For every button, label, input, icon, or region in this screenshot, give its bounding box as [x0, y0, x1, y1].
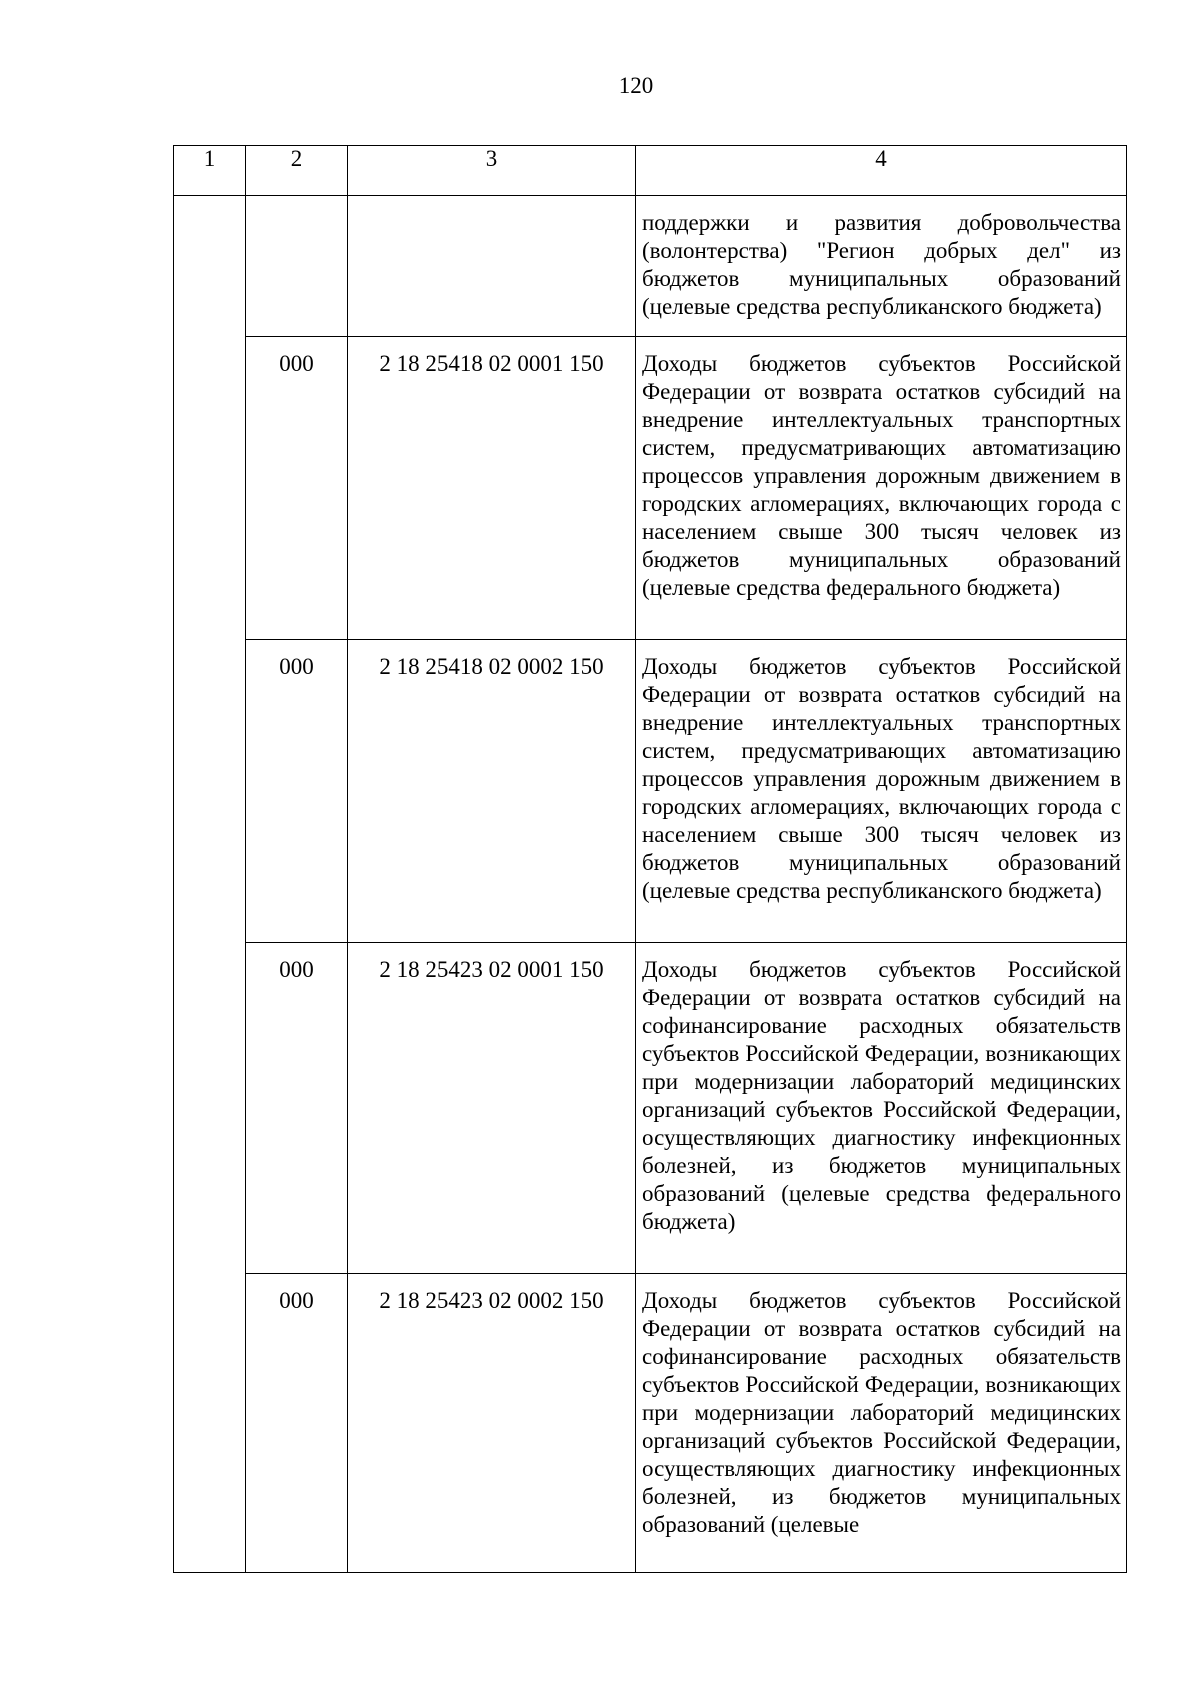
header-col-2: 2 [246, 146, 348, 196]
budget-code-cell: 2 18 25418 02 0001 150 [348, 337, 636, 640]
table-row [174, 1274, 1127, 1573]
table-row [174, 943, 1127, 1274]
table-header-row [174, 146, 1127, 196]
budget-code-cell: 2 18 25423 02 0002 150 [348, 1274, 636, 1573]
description-cell: Доходы бюджетов субъектов Российской Федерации от возврата остатков субсидий на софинансирование расходных обязательств субъектов Российской Федерации, возникающих при модернизации лабораторий медицинских организаций субъектов Российской Федерации, осуществляющих диагностику инфекционных болезней, из бюджетов муниципальных образований (целевые [636, 1274, 1127, 1573]
admin-code-cell: 000 [246, 640, 348, 943]
budget-code-cell: 2 18 25418 02 0002 150 [348, 640, 636, 943]
page-number: 120 [618, 73, 654, 98]
description-cell: поддержки и развития добровольчества (волонтерства) "Регион добрых дел" из бюджетов муниципальных образований (целевые средства республиканского бюджета) [636, 196, 1127, 337]
admin-code-cell [246, 196, 348, 337]
merged-col-1-cell [174, 196, 246, 1573]
description-cell: Доходы бюджетов субъектов Российской Федерации от возврата остатков субсидий на софинансирование расходных обязательств субъектов Российской Федерации, возникающих при модернизации лабораторий медицинских организаций субъектов Российской Федерации, осуществляющих диагностику инфекционных болезней, из бюджетов муниципальных образований (целевые средства федерального бюджета) [636, 943, 1127, 1274]
table-row [174, 337, 1127, 640]
table-row [174, 640, 1127, 943]
admin-code-cell: 000 [246, 943, 348, 1274]
description-cell: Доходы бюджетов субъектов Российской Федерации от возврата остатков субсидий на внедрение интеллектуальных транспортных систем, предусматривающих автоматизацию процессов управления дорожным движением в городских агломерациях, включающих города с населением свыше 300 тысяч человек из бюджетов муниципальных образований (целевые средства федерального бюджета) [636, 337, 1127, 640]
admin-code-cell: 000 [246, 337, 348, 640]
header-col-4: 4 [636, 146, 1127, 196]
admin-code-cell: 000 [246, 1274, 348, 1573]
budget-code-cell [348, 196, 636, 337]
table-row [174, 196, 1127, 337]
budget-codes-table [173, 145, 1127, 1573]
header-col-1: 1 [174, 146, 246, 196]
budget-code-cell: 2 18 25423 02 0001 150 [348, 943, 636, 1274]
header-col-3: 3 [348, 146, 636, 196]
description-cell: Доходы бюджетов субъектов Российской Федерации от возврата остатков субсидий на внедрение интеллектуальных транспортных систем, предусматривающих автоматизацию процессов управления дорожным движением в городских агломерациях, включающих города с населением свыше 300 тысяч человек из бюджетов муниципальных образований (целевые средства республиканского бюджета) [636, 640, 1127, 943]
